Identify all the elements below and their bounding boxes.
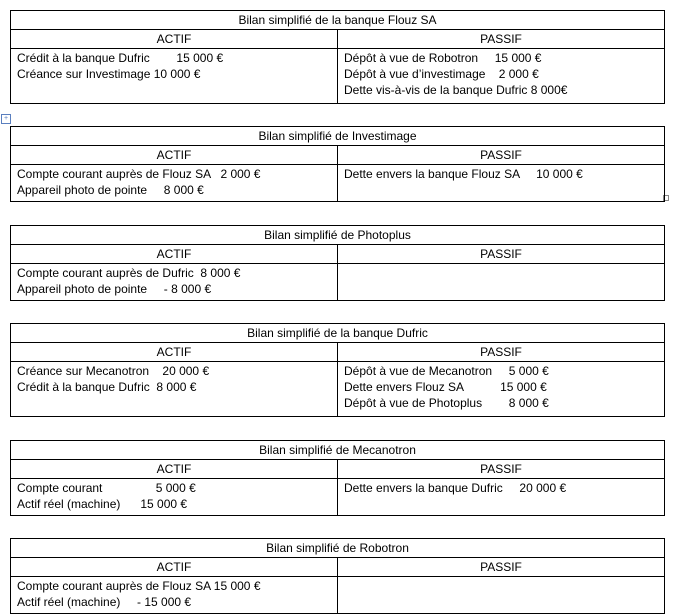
bilan-table-mecanotron [10,440,665,516]
actif-cell[interactable] [11,49,338,104]
table-title: Bilan simplifié de la banque Dufric [11,324,665,343]
passif-line: Dette vis-à-vis de la banque Dufric 8 000€ [344,83,568,97]
table-title: Bilan simplifié de Mecanotron [11,441,665,460]
passif-cell[interactable] [338,165,665,202]
actif-line: Créance sur Mecanotron 20 000 € [17,364,210,378]
passif-line: Dépôt à vue de Photoplus 8 000 € [344,396,549,410]
actif-cell[interactable] [11,264,338,301]
actif-line: Compte courant auprès de Flouz SA 15 000 € [17,579,261,593]
table-title: Bilan simplifié de la banque Flouz SA [11,11,665,30]
actif-header: ACTIF [11,245,338,264]
table-move-handle-icon[interactable]: + [1,114,11,124]
actif-line: Compte courant 5 000 € [17,481,196,495]
table-title: Bilan simplifié de Photoplus [11,226,665,245]
passif-cell[interactable] [338,264,665,301]
actif-cell[interactable] [11,479,338,516]
passif-cell[interactable] [338,577,665,614]
passif-line: Dette envers Flouz SA 15 000 € [344,380,547,394]
table-title: Bilan simplifié de Investimage [11,127,665,146]
actif-line: Actif réel (machine) - 15 000 € [17,595,192,609]
passif-cell[interactable] [338,362,665,417]
actif-header: ACTIF [11,343,338,362]
passif-header: PASSIF [338,146,665,165]
actif-header: ACTIF [11,558,338,577]
actif-cell[interactable] [11,577,338,614]
passif-line: Dépôt à vue de Robotron 15 000 € [344,51,542,65]
bilan-table-dufric [10,323,665,417]
table-title: Bilan simplifié de Robotron [11,539,665,558]
actif-header: ACTIF [11,30,338,49]
passif-cell[interactable] [338,479,665,516]
passif-header: PASSIF [338,30,665,49]
passif-line: Dépôt à vue de Mecanotron 5 000 € [344,364,549,378]
actif-line: Actif réel (machine) 15 000 € [17,497,188,511]
passif-header: PASSIF [338,558,665,577]
actif-cell[interactable] [11,362,338,417]
passif-line: Dette envers la banque Flouz SA 10 000 € [344,167,583,181]
passif-header: PASSIF [338,460,665,479]
actif-line: Compte courant auprès de Dufric 8 000 € [17,266,241,280]
bilan-table-photoplus [10,225,665,301]
actif-line: Appareil photo de pointe - 8 000 € [17,282,212,296]
passif-header: PASSIF [338,245,665,264]
actif-line: Crédit à la banque Dufric 8 000 € [17,380,197,394]
bilan-table-flouz [10,10,665,104]
passif-header: PASSIF [338,343,665,362]
actif-line: Compte courant auprès de Flouz SA 2 000 € [17,167,261,181]
actif-line: Créance sur Investimage 10 000 € [17,67,201,81]
actif-line: Appareil photo de pointe 8 000 € [17,183,204,197]
bilan-table-robotron [10,538,665,614]
actif-line: Crédit à la banque Dufric 15 000 € [17,51,224,65]
passif-line: Dépôt à vue d’investimage 2 000 € [344,67,539,81]
passif-cell[interactable] [338,49,665,104]
passif-line: Dette envers la banque Dufric 20 000 € [344,481,567,495]
actif-cell[interactable] [11,165,338,202]
actif-header: ACTIF [11,146,338,165]
actif-header: ACTIF [11,460,338,479]
bilan-table-investimage [10,126,665,202]
